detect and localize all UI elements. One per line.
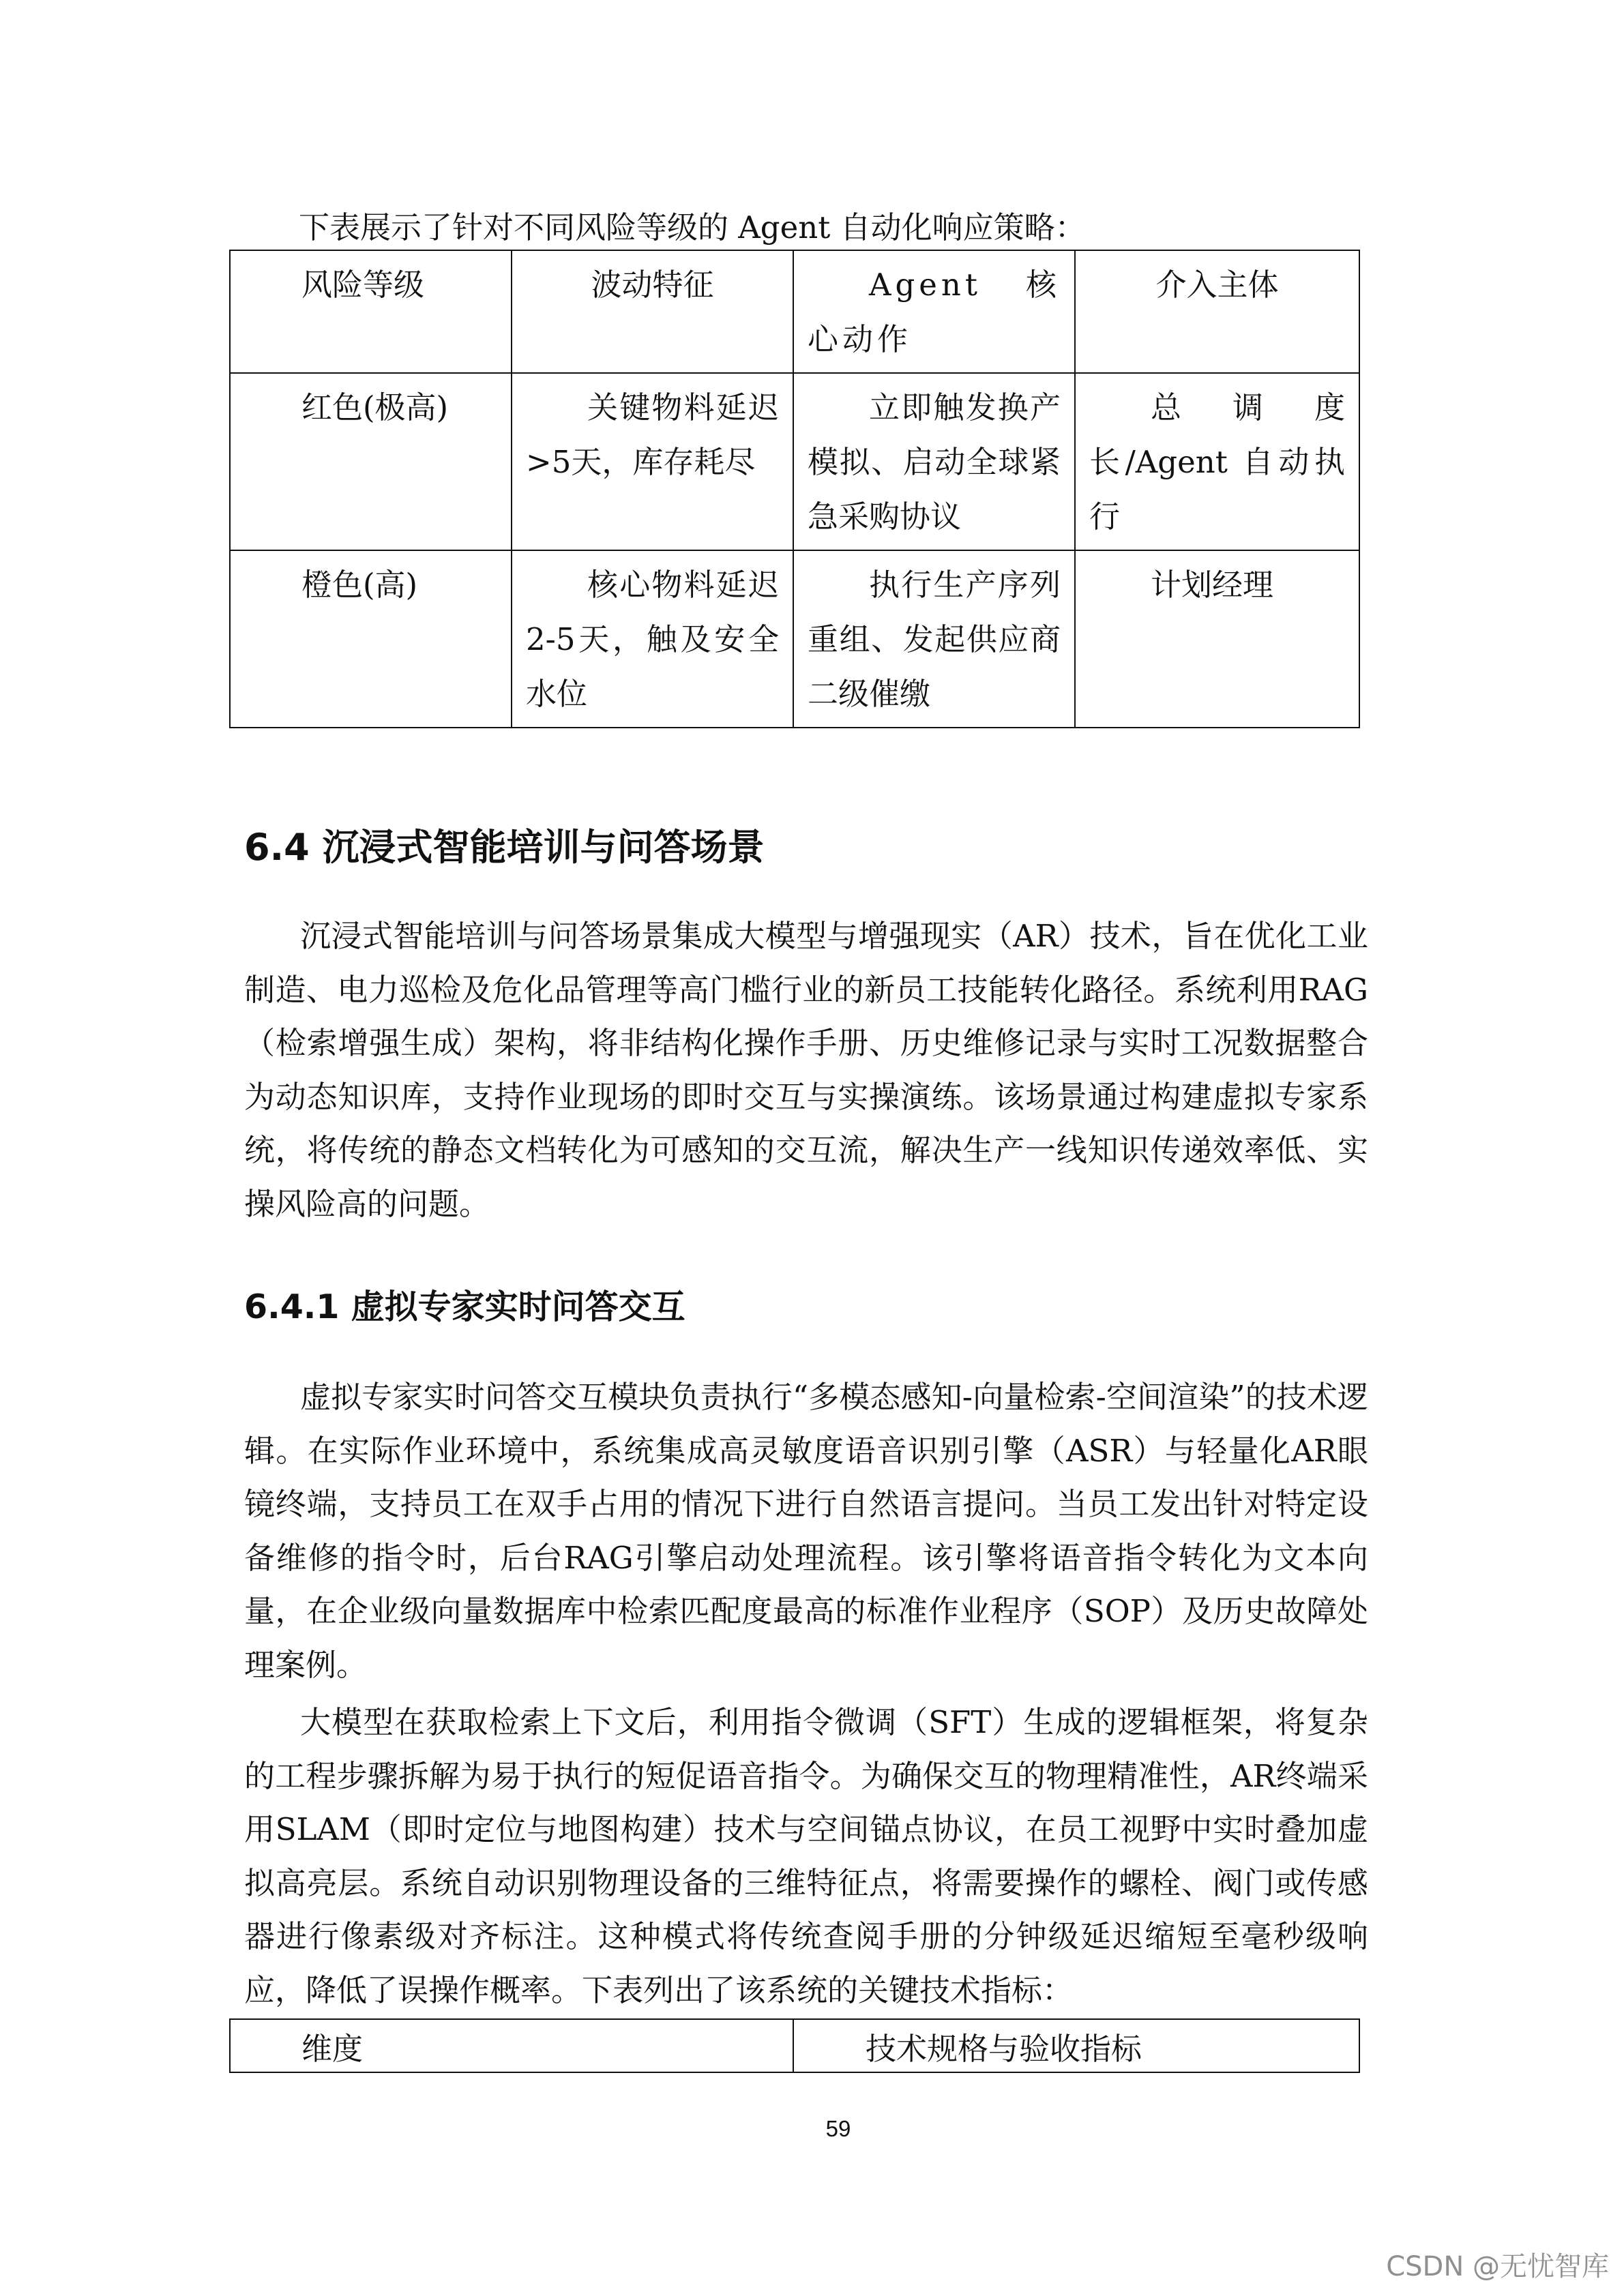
table-row (230, 373, 1359, 550)
subsection-paragraph-1: 虚拟专家实时问答交互模块负责执行“多模态感知-向量检索-空间渲染”的技术逻辑。在实际作业环境中，系统集成高灵敏度语音识别引擎（ASR）与轻量化AR眼镜终端，支持员工在双手占用的情况下进行自然语言提问。当员工发出针对特定设备维修的指令时，后台RAG引擎启动处理流程。该引擎将语音指令转化为文本向量，在企业级向量数据库中检索匹配度最高的标准作业程序（SOP）及历史故障处理案例。 (244, 1379, 1368, 1683)
cell-agent-action: 执行生产序列重组、发起供应商二级催缴 (793, 550, 1075, 728)
header-cell-fluctuation: 波动特征 (512, 250, 793, 373)
header-cell-spec: 技术规格与验收指标 (793, 2019, 1359, 2072)
section-heading: 6.4 沉浸式智能培训与问答场景 (244, 826, 765, 869)
cell-risk-level: 红色(极高) (230, 373, 512, 550)
table-header-row (230, 2019, 1359, 2072)
header-cell-agent-action: Agent 核心动作 (793, 250, 1075, 373)
table-header-row (230, 250, 1359, 373)
header-cell-risk-level: 风险等级 (230, 250, 512, 373)
risk-response-table (229, 250, 1360, 728)
cell-owner: 总调度长/Agent 自动执行 (1075, 373, 1359, 550)
metrics-table (229, 2018, 1360, 2073)
table-intro-text: 下表展示了针对不同风险等级的 Agent 自动化响应策略： (299, 209, 1086, 245)
watermark: CSDN @无忧智库 (1386, 2251, 1609, 2282)
cell-agent-action: 立即触发换产模拟、启动全球紧急采购协议 (793, 373, 1075, 550)
cell-owner: 计划经理 (1075, 550, 1359, 728)
section-paragraph: 沉浸式智能培训与问答场景集成大模型与增强现实（AR）技术，旨在优化工业制造、电力巡检及危化品管理等高门槛行业的新员工技能转化路径。系统利用RAG（检索增强生成）架构，将非结构化操作手册、历史维修记录与实时工况数据整合为动态知识库，支持作业现场的即时交互与实操演练。该场景通过构建虚拟专家系统，将传统的静态文档转化为可感知的交互流，解决生产一线知识传递效率低、实操风险高的问题。 (244, 918, 1368, 1222)
cell-risk-level: 橙色(高) (230, 550, 512, 728)
subsection-paragraph-2: 大模型在获取检索上下文后，利用指令微调（SFT）生成的逻辑框架，将复杂的工程步骤拆解为易于执行的短促语音指令。为确保交互的物理精准性，AR终端采用SLAM（即时定位与地图构建）技术与空间锚点协议，在员工视野中实时叠加虚拟高亮层。系统自动识别物理设备的三维特征点，将需要操作的螺栓、阀门或传感器进行像素级对齐标注。这种模式将传统查阅手册的分钟级延迟缩短至毫秒级响应，降低了误操作概率。下表列出了该系统的关键技术指标： (244, 1704, 1368, 2008)
table-row (230, 550, 1359, 728)
header-cell-owner: 介入主体 (1075, 250, 1359, 373)
cell-fluctuation: 核心物料延迟2-5天，触及安全水位 (512, 550, 793, 728)
subsection-heading: 6.4.1 虚拟专家实时问答交互 (244, 1287, 685, 1326)
cell-fluctuation: 关键物料延迟 >5天，库存耗尽 (512, 373, 793, 550)
page-number: 59 (825, 2116, 851, 2141)
header-cell-dimension: 维度 (230, 2019, 793, 2072)
